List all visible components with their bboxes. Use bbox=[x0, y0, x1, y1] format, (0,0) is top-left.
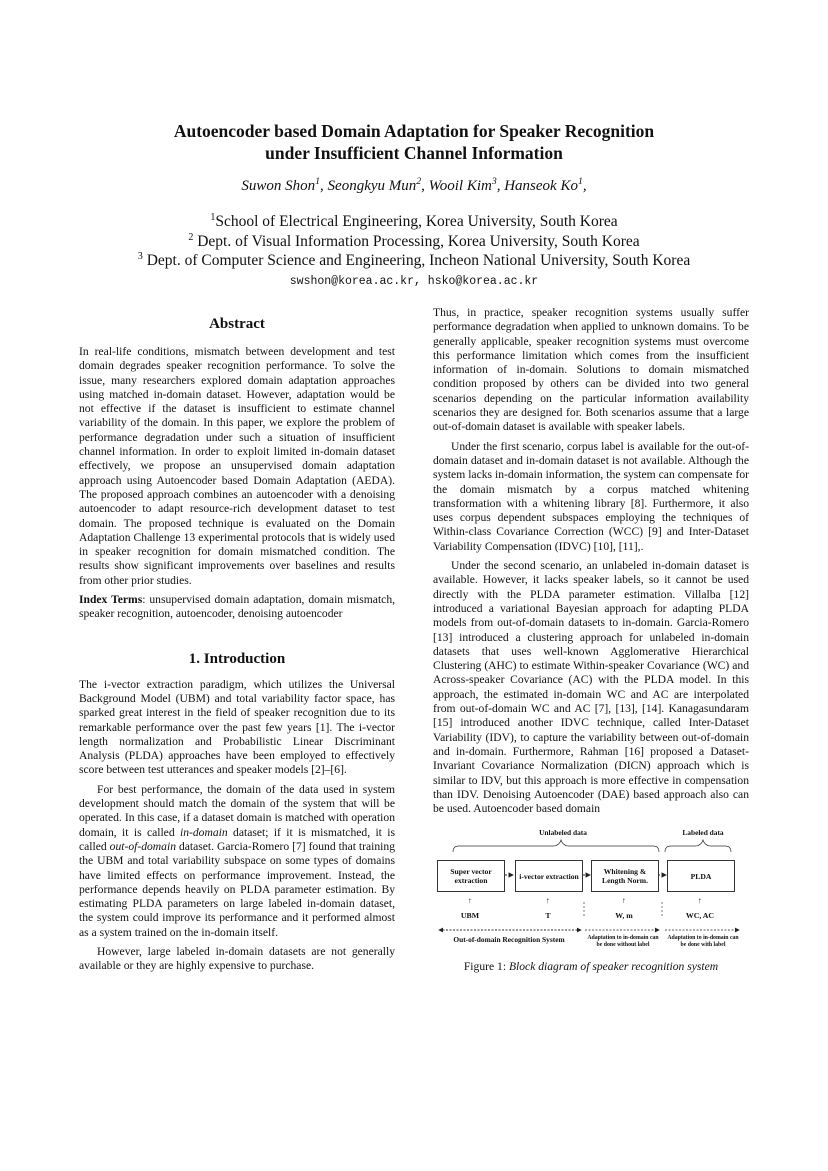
body-paragraph: Under the second scenario, an unlabeled in-domain dataset is available. However, it lacks speaker labels, so it cannot be used directly with the PLDA parameter estimation. Villalba [12] introduced a variational Bayesian approach for adapting PLDA models from out-of-domain datasets to in-domain. Garcia-Romero [13] introduced a clustering approach for unlabeled in-domain datasets that uses well-known Agglomerative Hierarchical Clustering (AHC) to estimate Within-speaker Covariance (WC) and Across-speaker Covariance (AC) with the PLDA model. In this approach, the estimated in-domain WC and AC are interpolated from out-of-domain WC and AC [7], [13], [14]. Kanagasundaram [15] introduced another IDVC technique, called Inter-Dataset Variability (IDV), to capture the variability between out-of-domain and in-domain. Furthermore, Rahman [16] proposed a Dataset-Invariant Covariance Normalization (DICN) approach which is similar to IDV, but this approach is more effective in compensation than IDV. Denoising Autoencoder (DAE) based approach also can be used. Autoencoder based domain bbox=[433, 559, 749, 816]
wm-param: ↑ W, m bbox=[615, 896, 633, 920]
title-line-2: under Insufficient Channel Information bbox=[265, 143, 563, 163]
intro-paragraph-2: For best performance, the domain of the data used in system development should match the domain of the system that will be operated. In this case, if a dataset domain is matched with operation domain, it is called in-domain dataset; if it is mismatched, it is called out-of-domain dataset. Garcia-Romero [7] found that training the UBM and total variability subspace on some types of domains have limited effects on performance improvement. Instead, the performance depends heavily on PLDA parameter estimation. By estimating PLDA parameters on large labeled in-domain dataset, the system could improve its performance and it performed almost as a system trained on the in-domain itself. bbox=[79, 782, 395, 939]
ubm-param: ↑ UBM bbox=[460, 896, 480, 920]
author: Wooil Kim$^3$, bbox=[428, 176, 505, 194]
supervector-extraction-box: Super vector extraction bbox=[437, 860, 505, 892]
adapt-with-label: Adaptation to in-domain can be done with label bbox=[667, 935, 739, 949]
body-paragraph: Thus, in practice, speaker recognition systems usually suffer performance degradation when applied to unknown domains. To be generally applicable, speaker recognition systems must overcome this performance limitation which comes from the insufficient information of in-domain. Solutions to domain mismatched condition proposed by others can be divided into two general scenarios depending on the particular information availability scenarios they are designed for. Both scenarios assume that a large out-of-domain dataset is available with speaker labels. bbox=[433, 306, 749, 434]
paper-title bbox=[0, 120, 828, 164]
affiliation: $^1$School of Electrical Engineering, Korea University, South Korea bbox=[210, 211, 618, 230]
index-terms bbox=[79, 593, 395, 622]
abstract-text: In real-life conditions, mismatch between development and test domain degrades speaker recognition performance. To solve the issue, many researchers explored domain adaptation approaches using matched in-domain dataset. However, adaptation would be not effective if the dataset is insufficient to estimate channel variability of the domain. In this paper, we explore the problem of performance degradation under such a situation of insufficient channel information. In order to exploit limited in-domain dataset effectively, we propose an unsupervised domain adaptation approach using Autoencoder based Domain Adaptation (AEDA). The proposed approach combines an autoencoder with a denoising autoencoder to adapt resource-rich development dataset to test domain. The proposed technique is evaluated on the Domain Adaptation Challenge 13 experimental protocols that is widely used in speaker recognition for domain mismatched condition. The results show significant improvements over baselines and results from other prior studies. bbox=[79, 345, 395, 587]
adapt-without-label: Adaptation to in-domain can be done without label bbox=[587, 935, 659, 949]
ivector-extraction-box: i-vector extraction bbox=[515, 860, 583, 892]
index-terms-label: Index Terms bbox=[79, 593, 143, 607]
author: Hanseok Ko$^1$, bbox=[504, 176, 587, 194]
unlabeled-data-label: Unlabeled data bbox=[539, 828, 587, 838]
abstract-heading: Abstract bbox=[209, 316, 265, 332]
affiliation: $^2$ Dept. of Visual Information Processing, Korea University, South Korea bbox=[188, 231, 640, 250]
author-emails: swshon@korea.ac.kr, hsko@korea.ac.kr bbox=[289, 275, 539, 288]
plda-box: PLDA bbox=[667, 860, 735, 892]
affiliation: $^3$ Dept. of Computer Science and Engineering, Incheon National University, South Korea bbox=[137, 250, 691, 269]
intro-paragraph-3: However, large labeled in-domain datasets are not generally available or they are highly expensive to purchase. bbox=[79, 944, 395, 973]
whitening-length-norm-box: Whitening & Length Norm. bbox=[591, 860, 659, 892]
author-list bbox=[0, 178, 828, 195]
body-paragraph: Under the first scenario, corpus label is available for the out-of-domain dataset and in-domain dataset is not available. Although the system lacks in-domain information, the system can compensate for the domain mismatch by a corpus matched whitening transformation with a whitening library [8]. Furthermore, it also uses corpus dependent subspaces employing the techniques of Within-class Covariance Correction (WCC) [9] and Inter-Dataset Variability Compensation (IDVC) [10], [11],. bbox=[433, 439, 749, 553]
author: Suwon Shon$^1$, bbox=[241, 176, 328, 194]
index-terms-text: : unsupervised domain adaptation, domain mismatch, speaker recognition, autoencoder, denoising autoencoder bbox=[79, 593, 396, 621]
figure-1-block-diagram bbox=[433, 826, 749, 956]
left-column bbox=[79, 313, 395, 979]
right-column bbox=[433, 306, 749, 975]
out-of-domain-label: Out-of-domain Recognition System bbox=[453, 935, 565, 945]
introduction-heading: 1. Introduction bbox=[188, 650, 286, 667]
t-param: ↑ T bbox=[545, 896, 551, 920]
affiliation-list bbox=[0, 212, 828, 271]
figure-caption: Figure 1: Block diagram of speaker recognition system bbox=[463, 960, 719, 974]
title-line-1: Autoencoder based Domain Adaptation for Speaker Recognition bbox=[173, 121, 655, 141]
author: Seongkyu Mun$^2$, bbox=[327, 176, 429, 194]
intro-paragraph-1: The i-vector extraction paradigm, which utilizes the Universal Background Model (UBM) and total variability factor space, has sparked great interest in the field of speaker recognition due to its remarkable performance over the past few years [1]. The i-vector length normalization and Probabilistic Linear Discriminant Analysis (PLDA) approaches have been employed to effectively score between test utterances and speaker models [2]–[6]. bbox=[79, 677, 395, 777]
wc-ac-param: ↑ WC, AC bbox=[685, 896, 715, 920]
labeled-data-label: Labeled data bbox=[682, 828, 724, 838]
